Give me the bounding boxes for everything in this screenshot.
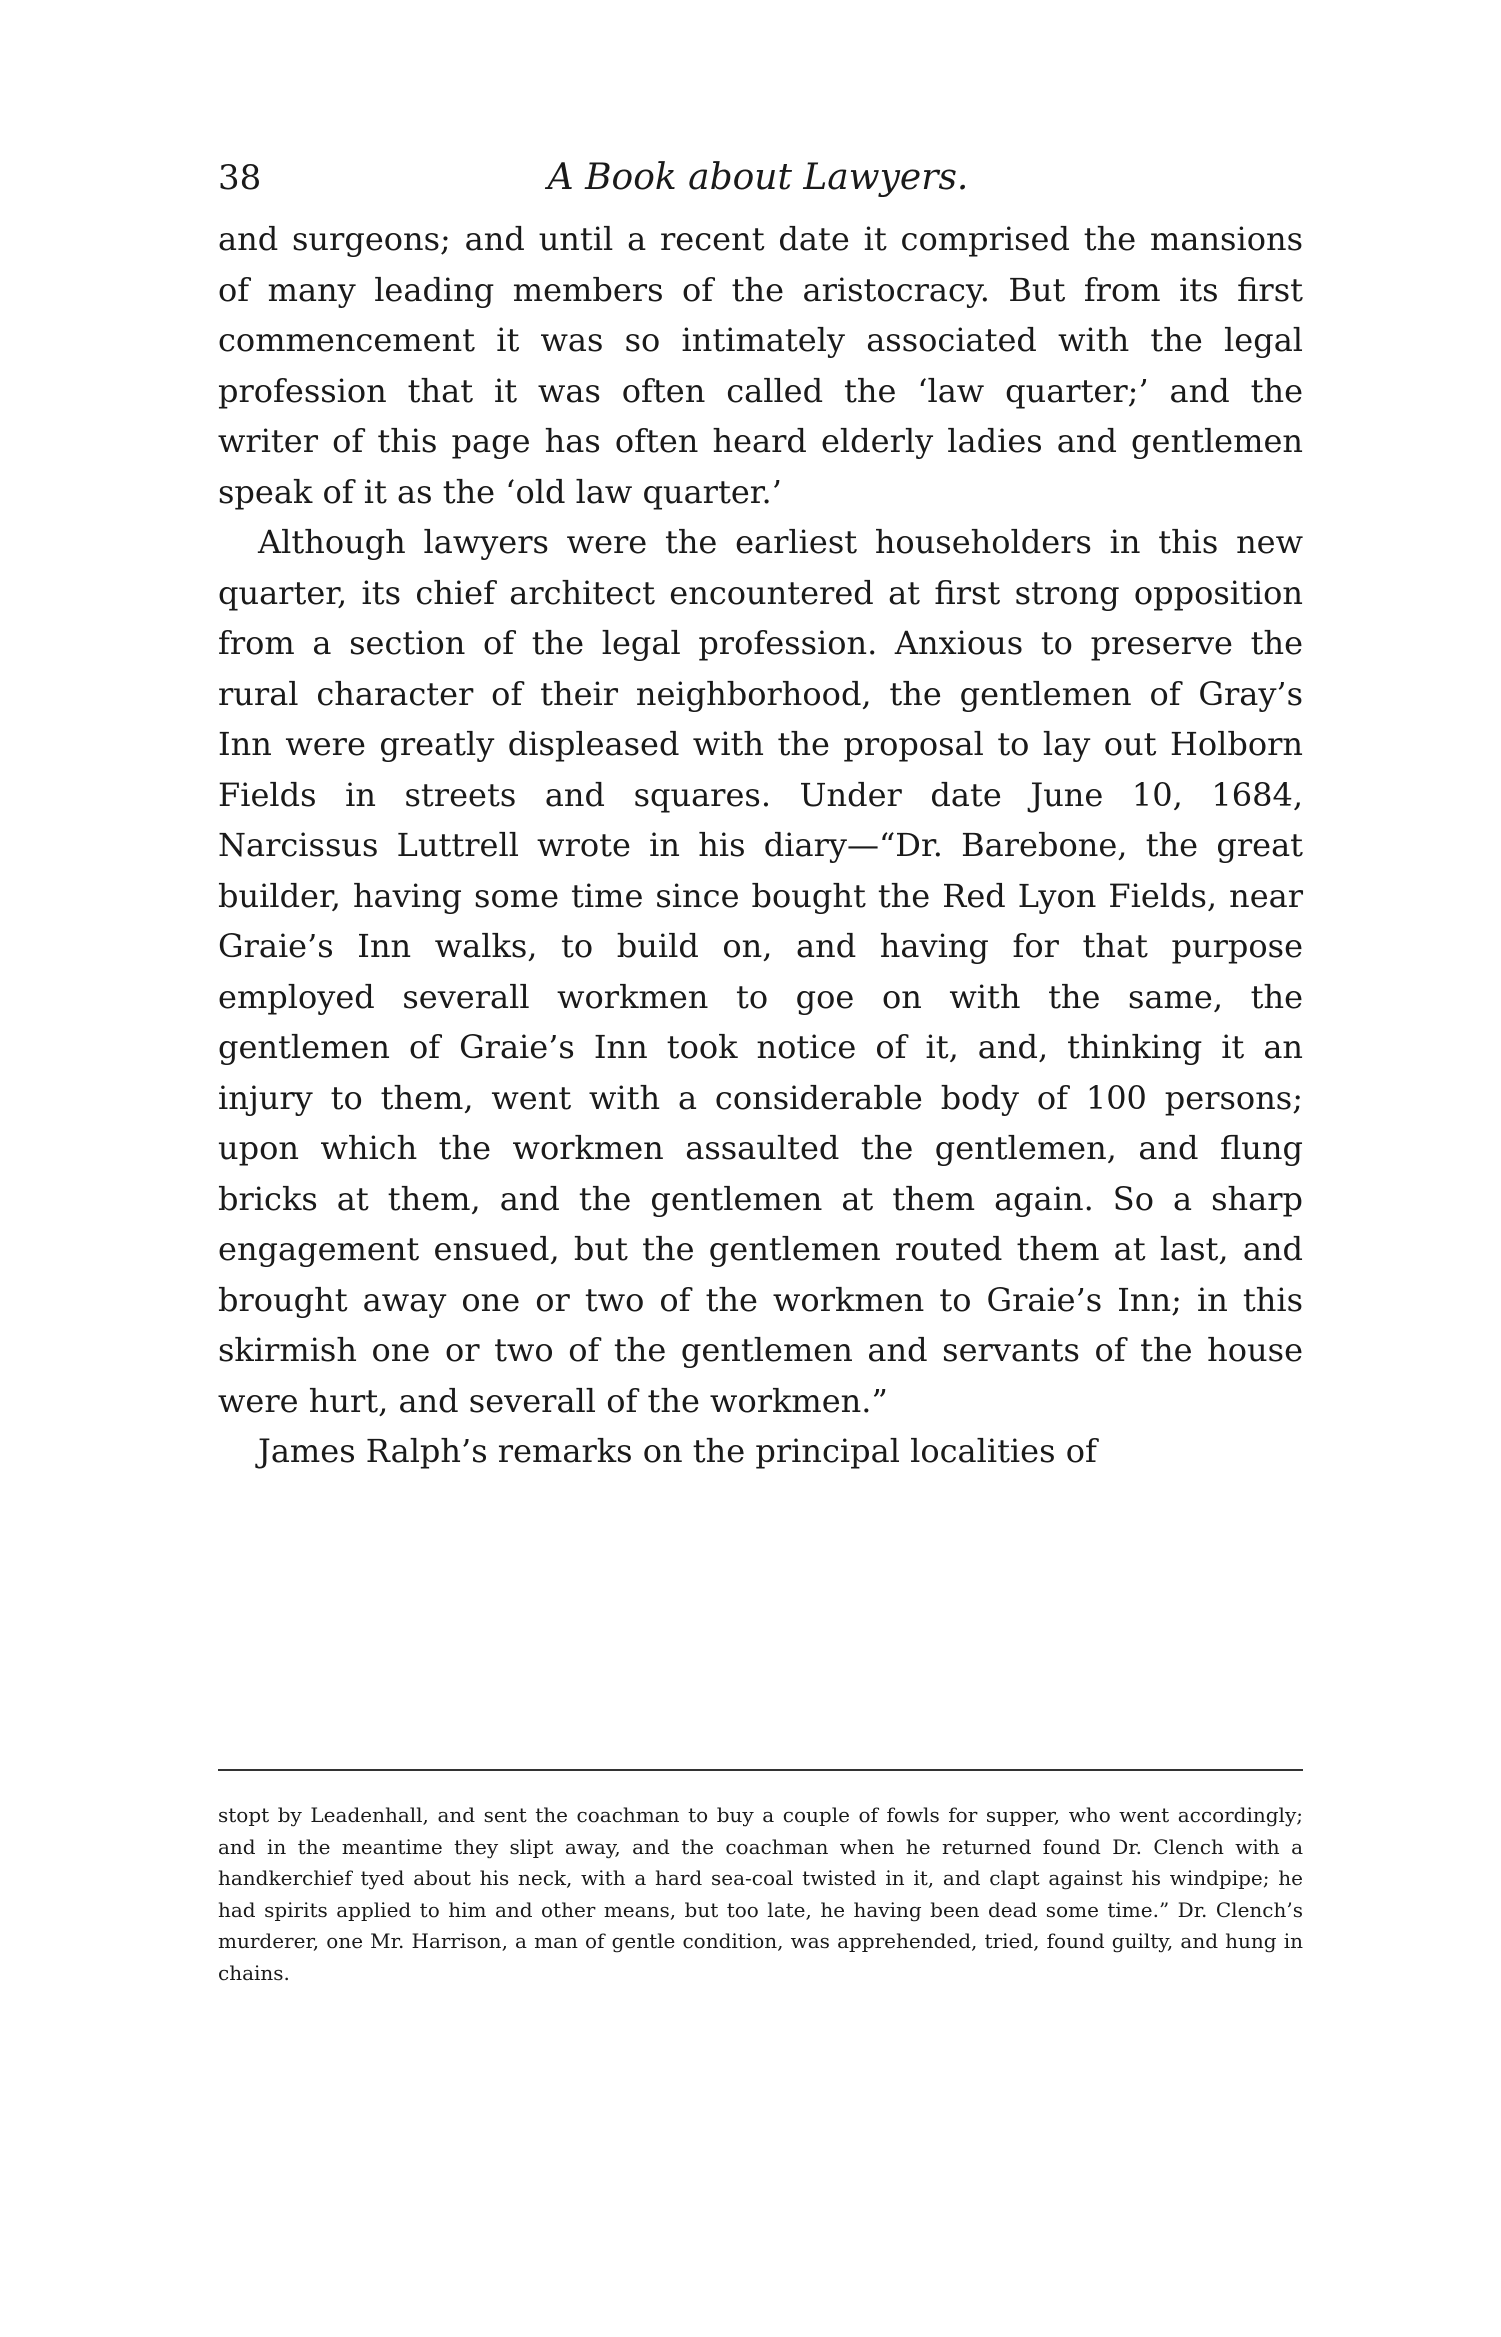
- page-number: 38: [218, 158, 262, 198]
- footnote: stopt by Leadenhall, and sent the coachman to buy a couple of fowls for supper, who went accordingly; and in the meantime they slipt away, and the coachman when he returned found Dr. Clench with a handkerchief tyed about his neck, with a hard sea-coal twisted in it, and clapt against his windpipe; he had spirits applied to him and other means, but too late, he having been dead some time.” Dr. Clench’s murderer, one Mr. Harrison, a man of gentle condition, was apprehended, tried, found guilty, and hung in chains.: [218, 1803, 1303, 1985]
- page-header: [218, 148, 1298, 208]
- paragraph-continued: and surgeons; and until a recent date it comprised the mansions of many leading members of the aristocracy. But from its first commencement it was so intimately associated with the legal profession that it was often called the ‘law quarter;’ and the writer of this page has often heard elderly ladies and gentlemen speak of it as the ‘old law quarter.’: [218, 220, 1303, 511]
- paragraph: Although lawyers were the earliest householders in this new quarter, its chief architect encountered at first strong opposition from a section of the legal profession. Anxious to preserve the rural character of their neighborhood, the gentlemen of Gray’s Inn were greatly displeased with the proposal to lay out Holborn Fields in streets and squares. Under date June 10, 1684, Narcissus Luttrell wrote in his diary—“Dr. Barebone, the great builder, having some time since bought the Red Lyon Fields, near Graie’s Inn walks, to build on, and having for that purpose employed severall workmen to goe on with the same, the gentlemen of Graie’s Inn took notice of it, and, thinking it an injury to them, went with a considerable body of 100 persons; upon which the workmen assaulted the gentlemen, and flung bricks at them, and the gentlemen at them again. So a sharp engagement ensued, but the gentlemen routed them at last, and brought away one or two of the workmen to Graie’s Inn; in this skirmish one or two of the gentlemen and servants of the house were hurt, and severall of the workmen.”: [218, 523, 1303, 1420]
- paragraph: James Ralph’s remarks on the principal localities of: [258, 1432, 1097, 1470]
- body-text: [218, 214, 1303, 1477]
- running-title: A Book about Lawyers.: [547, 157, 969, 198]
- footnote-divider: [218, 1769, 1303, 1771]
